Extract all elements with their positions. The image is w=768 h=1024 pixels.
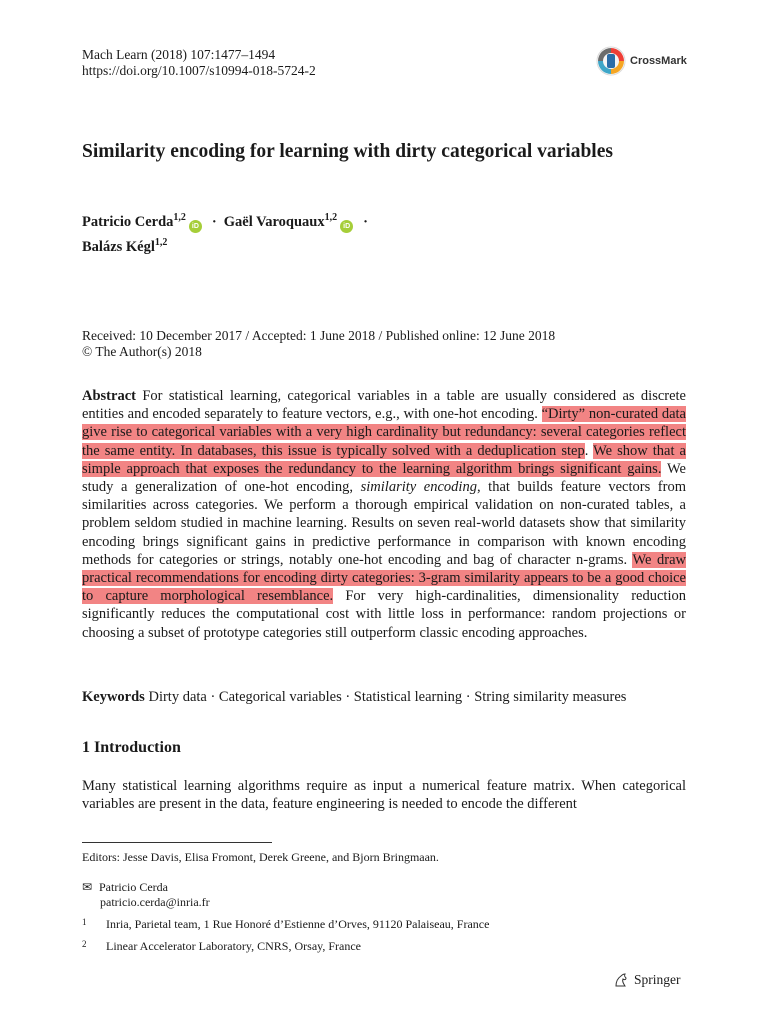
author-name: Patricio Cerda: [82, 213, 174, 230]
abstract-text: For very high-cardinalities, dimensionality reduction significantly reduces the computational cost with little loss in performance: random projections or choosing a subset of prototype categories still outperform classic encoding approaches.: [82, 588, 686, 641]
affiliation-text: Linear Accelerator Laboratory, CNRS, Orsay, France: [106, 939, 362, 953]
abstract-text: , that builds feature vectors from similarities across categories. We perform a thorough empirical validation on non-curated tables, a problem seldom studied in machine learning. Results on seven real-world datasets show that similarity encoding brings significant gains in predictive performance in comparison with known encoding methods for categories or strings, notably one-hot encoding and bag of character n-grams.: [82, 479, 686, 568]
publisher-logo: [613, 972, 681, 988]
footnote-divider: [82, 842, 272, 843]
copyright-line: © The Author(s) 2018: [82, 344, 202, 359]
publisher-name: Springer: [634, 972, 681, 987]
author-affil: 1,2: [173, 212, 186, 223]
corresponding-author: [82, 880, 210, 910]
journal-header: [82, 47, 316, 79]
intro-paragraph: Many statistical learning algorithms require as input a numerical feature matrix. When categorical variables are present in the data, feature engineering is needed to encode the different: [82, 778, 686, 813]
doi-link[interactable]: https://doi.org/10.1007/s10994-018-5724-2: [82, 63, 316, 78]
springer-horse-icon: [613, 972, 629, 988]
author-affil: 1,2: [324, 212, 338, 223]
keywords-heading: Keywords: [82, 689, 145, 705]
affiliation-text: Inria, Parietal team, 1 Rue Honoré d’Estienne d’Orves, 91120 Palaiseau, France: [106, 917, 490, 931]
paper-title: Similarity encoding for learning with dirty categorical variables: [82, 141, 613, 162]
highlight-annotation[interactable]: “Dirty” non-curated data give rise to categorical variables with a very high cardinality but redundancy: several categories reflect the same entity. In databases, this issue is typically solved with a deduplication step: [82, 406, 686, 459]
abstract-text: For statistical learning, categorical variables in a table are usually considered as discrete entities and encoded separately to feature vectors, e.g., with one-hot encoding.: [82, 388, 686, 423]
section-heading: 1 Introduction: [82, 739, 181, 756]
author-separator: ·: [363, 213, 368, 230]
crossmark-label: CrossMark: [630, 55, 687, 67]
journal-citation: Mach Learn (2018) 107:1477–1494: [82, 47, 276, 62]
orcid-icon[interactable]: iD: [189, 220, 202, 233]
editors-note: Editors: Jesse Davis, Elisa Fromont, Derek Greene, and Bjorn Bringmaan.: [82, 850, 439, 864]
abstract-emphasis: similarity encoding: [360, 479, 477, 496]
history-line: Received: 10 December 2017 / Accepted: 1 June 2018 / Published online: 12 June 2018: [82, 328, 556, 343]
publication-dates: [82, 328, 555, 360]
author-name: Balázs Kégl: [82, 238, 155, 255]
corr-email[interactable]: patricio.cerda@inria.fr: [100, 895, 210, 909]
keywords: [82, 688, 686, 706]
abstract-text: We study a generalization of one-hot encoding,: [82, 460, 686, 496]
envelope-icon: ✉: [82, 880, 93, 894]
abstract: [82, 387, 686, 642]
affiliation: [82, 937, 361, 953]
orcid-icon[interactable]: iD: [340, 220, 353, 233]
keywords-text: Dirty data · Categorical variables · Statistical learning · String similarity measures: [144, 689, 627, 705]
crossmark-icon: [596, 46, 626, 76]
highlight-annotation[interactable]: We draw practical recommendations for encoding dirty categories: 3-gram similarity appears to be a good choice to capture morphological resemblance.: [82, 551, 686, 605]
abstract-text: .: [584, 442, 594, 459]
author-separator: ·: [211, 213, 217, 230]
affiliation-number: 2: [82, 939, 87, 949]
affiliation: [82, 915, 489, 931]
corr-name: Patricio Cerda: [99, 880, 168, 894]
author-list: [82, 208, 702, 257]
abstract-heading: Abstract: [82, 388, 136, 404]
highlight-annotation[interactable]: We show that a simple approach that exposes the redundancy to the learning algorithm brings significant gains.: [82, 442, 686, 477]
affiliation-number: 1: [82, 917, 87, 927]
author-name: Gaël Varoquaux: [223, 213, 325, 230]
author-affil: 1,2: [154, 236, 168, 248]
crossmark-badge[interactable]: [596, 45, 706, 77]
